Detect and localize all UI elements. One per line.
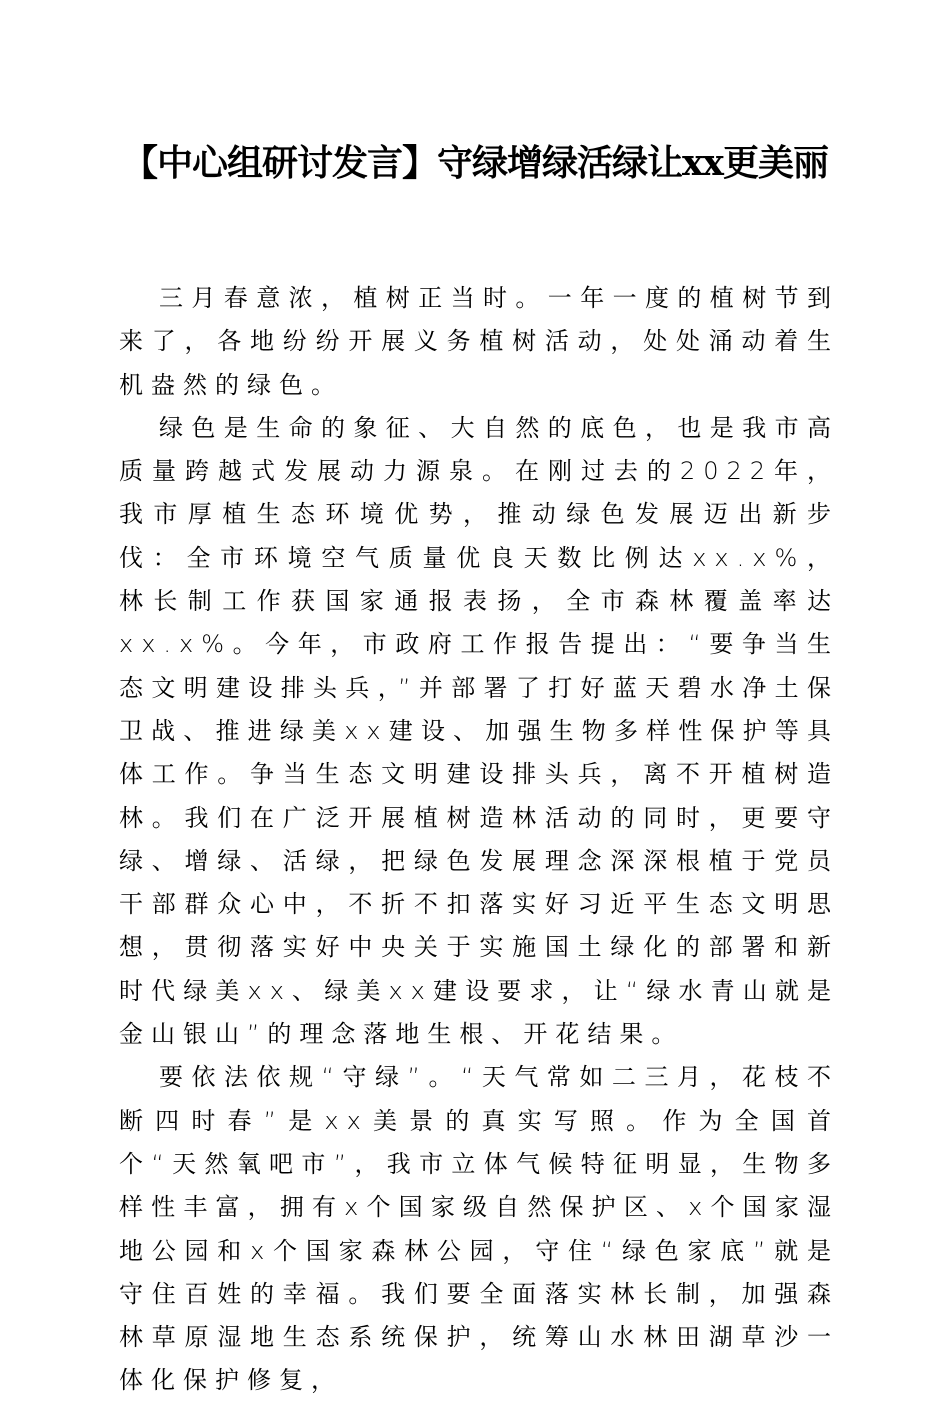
- paragraph-green-development: 绿色是生命的象征、大自然的底色，也是我市高质量跨越式发展动力源泉。在刚过去的2022年，我市厚植生态环境优势，推动绿色发展迈出新步伐：全市环境空气质量优良天数比例达xx.x%，林长制工作获国家通报表扬，全市森林覆盖率达xx.x%。今年，市政府工作报告提出：“要争当生态文明建设排头兵，”并部署了打好蓝天碧水净土保卫战、推进绿美xx建设、加强生物多样性保护等具体工作。争当生态文明建设排头兵，离不开植树造林。我们在广泛开展植树造林活动的同时，更要守绿、增绿、活绿，把绿色发展理念深深根植于党员干部群众心中，不折不扣落实好习近平生态文明思想，贯彻落实好中央关于实施国土绿化的部署和新时代绿美xx、绿美xx建设要求，让“绿水青山就是金山银山”的理念落地生根、开花结果。: [119, 413, 839, 1049]
- paragraph-intro: 三月春意浓，植树正当时。一年一度的植树节到来了，各地纷纷开展义务植树活动，处处涌动着生机盎然的绿色。: [119, 284, 839, 399]
- paragraph-protect-green: 要依法依规“守绿”。“天气常如二三月，花枝不断四时春”是xx美景的真实写照。作为全国首个“天然氧吧市”，我市立体气候特征明显，生物多样性丰富，拥有x个国家级自然保护区、x个国家湿地公园和x个国家森林公园，守住“绿色家底”就是守住百姓的幸福。我们要全面落实林长制，加强森林草原湿地生态系统保护，统筹山水林田湖草沙一体化保护修复，: [119, 1063, 839, 1395]
- document-body: [119, 277, 839, 1403]
- document-title: 【中心组研讨发言】守绿增绿活绿让xx更美丽: [122, 142, 828, 184]
